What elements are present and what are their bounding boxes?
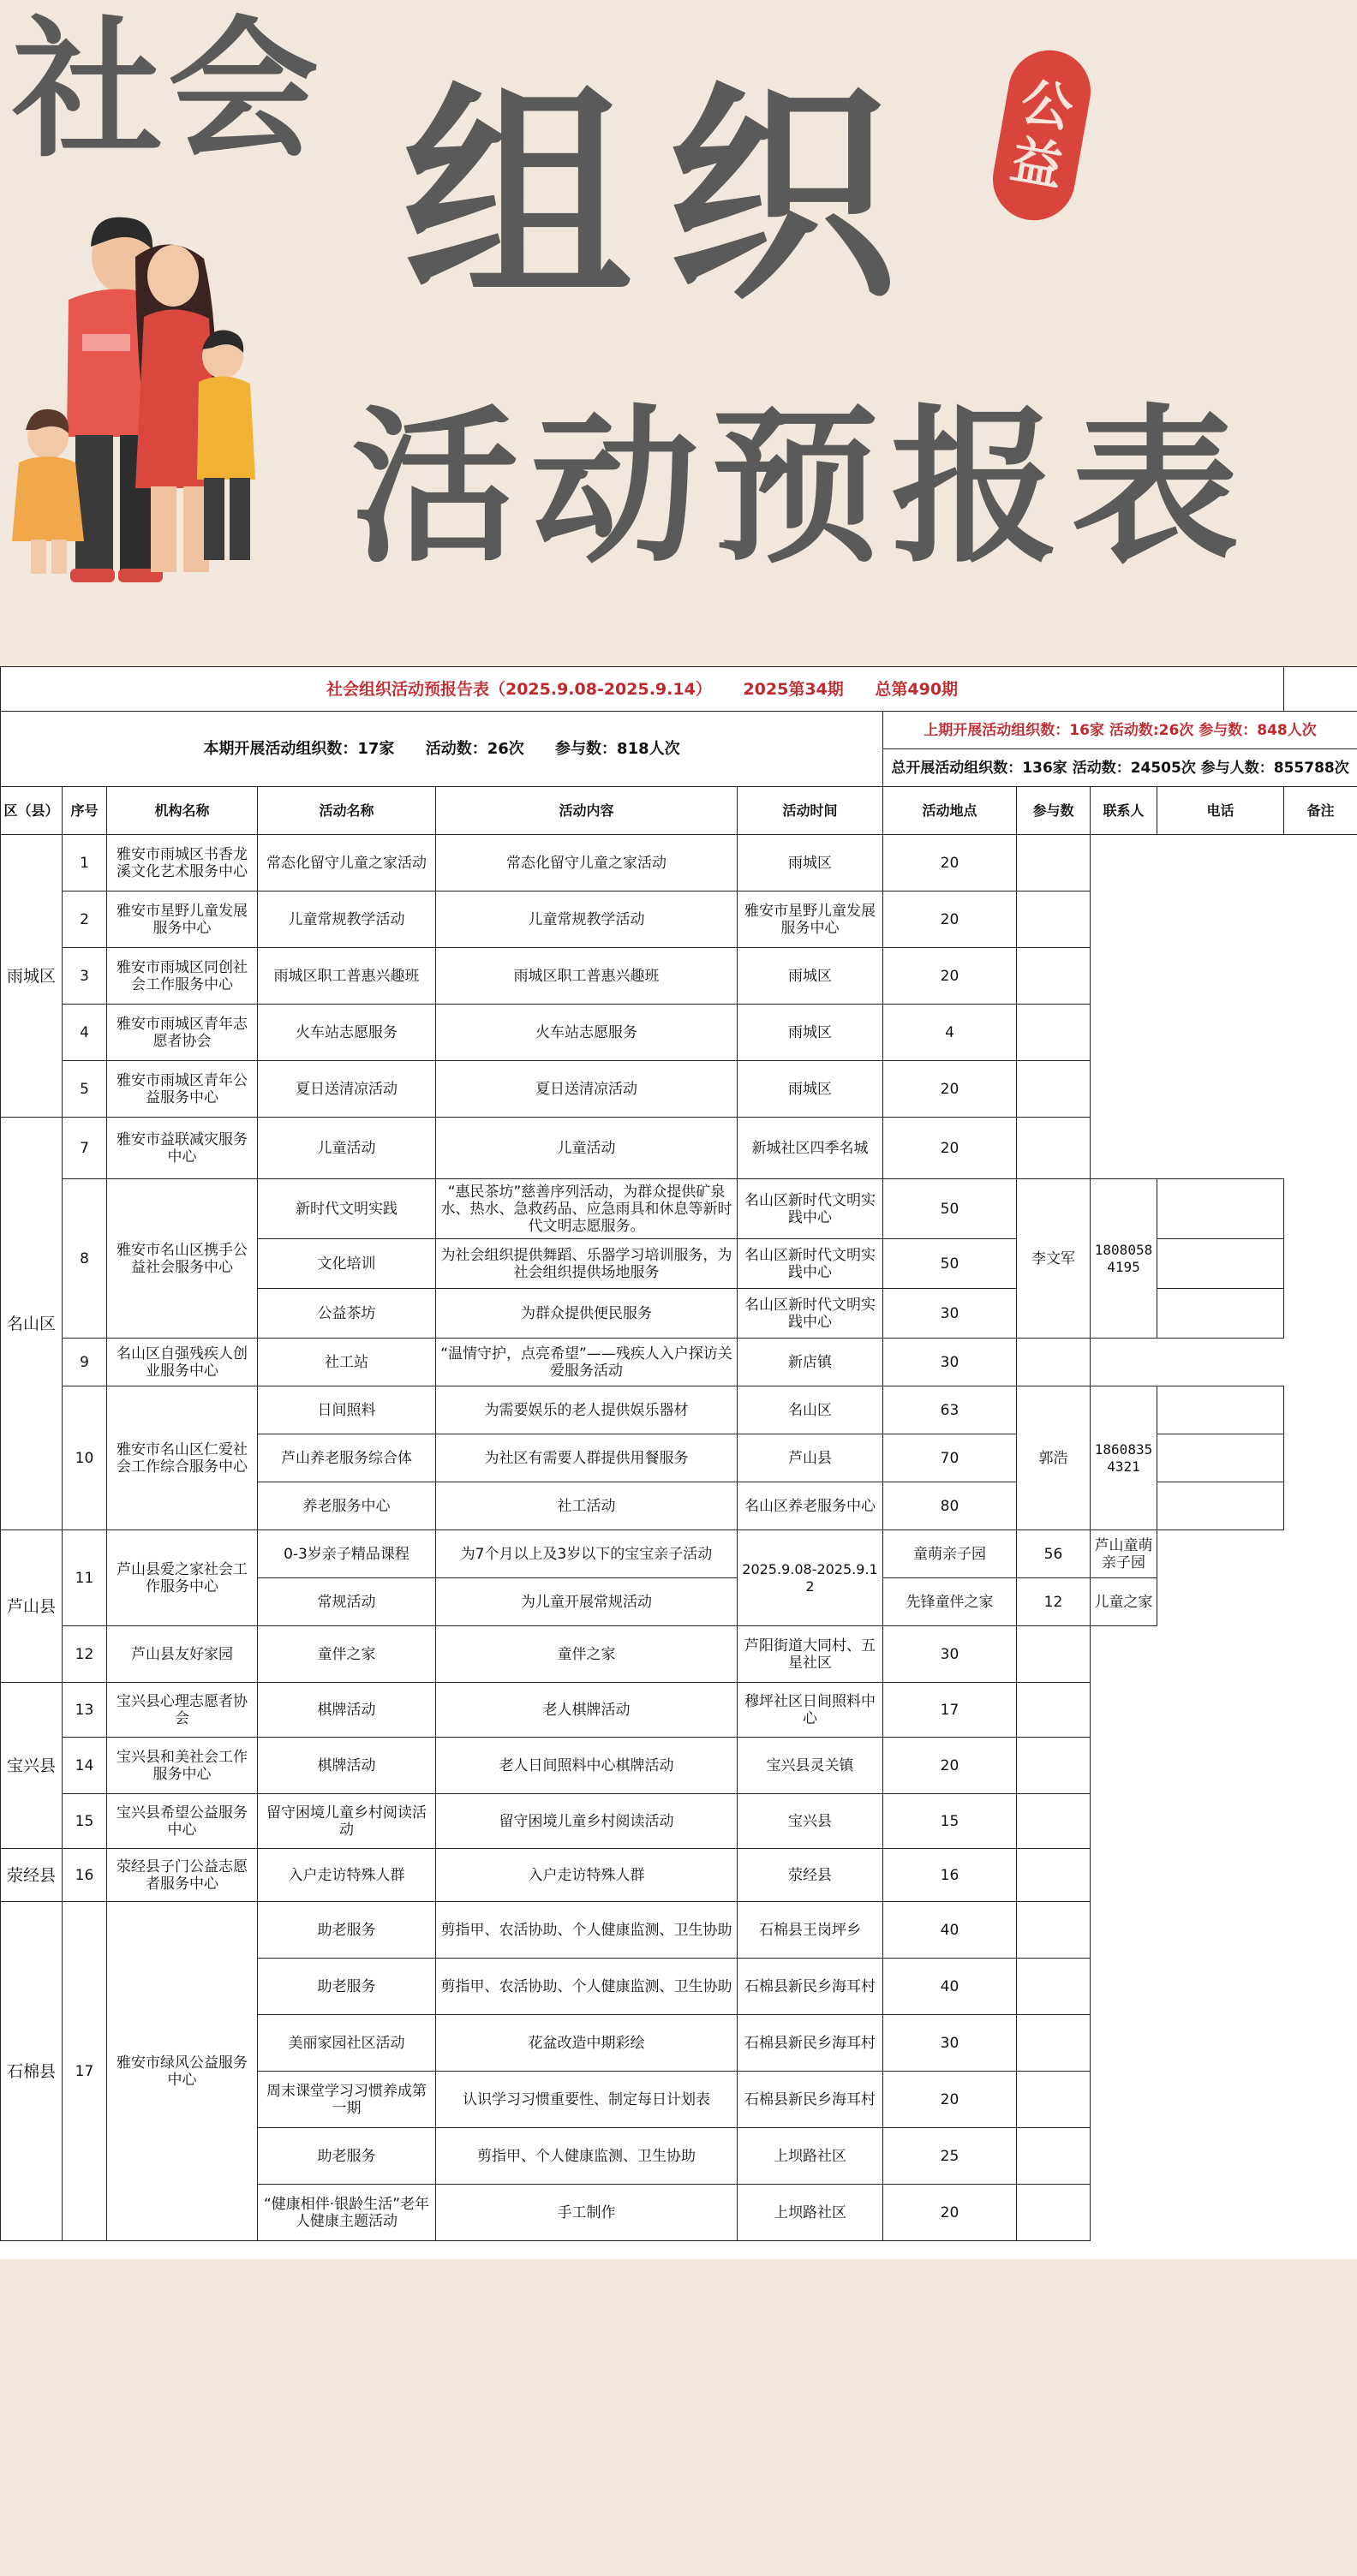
cell-content: 火车站志愿服务: [436, 1005, 738, 1061]
cell-district: 石棉县: [1, 1902, 63, 2241]
seal-char-2: 益: [1006, 129, 1067, 199]
cell-note: [1017, 1683, 1091, 1738]
cell-content: 为7个月以上及3岁以下的宝宝亲子活动: [436, 1530, 738, 1578]
col-note: 备注: [1284, 787, 1357, 835]
cell-name: 助老服务: [258, 1959, 436, 2015]
cell-place: 童萌亲子园: [883, 1530, 1017, 1578]
cell-org: 宝兴县和美社会工作服务中心: [107, 1738, 258, 1794]
report-total-issue: 总第490期: [875, 679, 959, 699]
hero-title-line2: 组织: [403, 63, 930, 331]
cell-name: 童伴之家: [258, 1626, 436, 1683]
cell-no: 17: [63, 1902, 107, 2241]
cell-no: 16: [63, 1849, 107, 1902]
table-row: [1, 1386, 1357, 1434]
cell-org: 雅安市雨城区青年公益服务中心: [107, 1061, 258, 1118]
cell-count: 30: [883, 1289, 1017, 1339]
hero-banner: [0, 0, 1357, 668]
current-period-summary: [1, 712, 883, 787]
cell-contact: 郭浩: [1017, 1386, 1091, 1530]
cell-name: 公益茶坊: [258, 1289, 436, 1339]
cell-place: 宝兴县: [738, 1794, 883, 1849]
title-empty-cell: [1284, 667, 1357, 712]
cell-note: [1017, 1339, 1091, 1386]
cell-place: 名山区养老服务中心: [738, 1482, 883, 1530]
cell-note: [1017, 1849, 1091, 1902]
col-no: 序号: [63, 787, 107, 835]
cell-name: 周末课堂学习习惯养成第一期: [258, 2072, 436, 2128]
cell-place: 名山区新时代文明实践中心: [738, 1179, 883, 1239]
table-row: [1, 1849, 1357, 1902]
table-row: [1, 1683, 1357, 1738]
cell-note: 儿童之家: [1091, 1578, 1157, 1626]
table-row: [1, 1902, 1357, 1959]
cell-count: 4: [883, 1005, 1017, 1061]
cell-content: “温情守护，点亮希望”——残疾人入户探访关爱服务活动: [436, 1339, 738, 1386]
cell-org: 雅安市雨城区书香龙溪文化艺术服务中心: [107, 835, 258, 891]
cell-place: 先锋童伴之家: [883, 1578, 1017, 1626]
current-activities: 活动数：26次: [425, 739, 524, 758]
charity-seal: [986, 44, 1097, 227]
cell-note: [1017, 1738, 1091, 1794]
col-org: 机构名称: [107, 787, 258, 835]
cell-name: 社工站: [258, 1339, 436, 1386]
cell-name: 火车站志愿服务: [258, 1005, 436, 1061]
cell-name: 0-3岁亲子精品课程: [258, 1530, 436, 1578]
cell-no: 2: [63, 891, 107, 948]
report-title-row: [1, 667, 1357, 712]
cell-district: 雨城区: [1, 835, 63, 1118]
cell-phone: 18080584195: [1091, 1179, 1157, 1339]
cell-no: 13: [63, 1683, 107, 1738]
summary-row-1: [1, 712, 1357, 749]
cell-name: 儿童活动: [258, 1118, 436, 1179]
table-row: [1, 948, 1357, 1005]
table-row: [1, 835, 1357, 891]
cell-content: 为社会组织提供舞蹈、乐器学习培训服务，为社会组织提供场地服务: [436, 1239, 738, 1289]
cell-org: 雅安市益联减灾服务中心: [107, 1118, 258, 1179]
cell-note: [1017, 2072, 1091, 2128]
cell-count: 50: [883, 1239, 1017, 1289]
cell-count: 30: [883, 2015, 1017, 2072]
cell-place: 雨城区: [738, 1005, 883, 1061]
cell-name: 文化培训: [258, 1239, 436, 1289]
cell-no: 9: [63, 1339, 107, 1386]
hero-title-line1: 社会: [12, 3, 325, 178]
cell-district: 宝兴县: [1, 1683, 63, 1849]
cell-name: “健康相伴·银龄生活”老年人健康主题活动: [258, 2185, 436, 2241]
seal-char-1: 公: [1016, 71, 1078, 140]
table-row: [1, 1179, 1357, 1239]
cell-note: [1017, 1902, 1091, 1959]
cell-phone: 18608354321: [1091, 1386, 1157, 1530]
cell-note: [1017, 2185, 1091, 2241]
table-row: [1, 1339, 1357, 1386]
col-count: 参与数: [1017, 787, 1091, 835]
cell-count: 20: [883, 1738, 1017, 1794]
cell-place: 雅安市星野儿童发展服务中心: [738, 891, 883, 948]
col-activity-name: 活动名称: [258, 787, 436, 835]
cell-place: 穆坪社区日间照料中心: [738, 1683, 883, 1738]
cell-count: 50: [883, 1179, 1017, 1239]
cell-content: 认识学习习惯重要性、制定每日计划表: [436, 2072, 738, 2128]
cell-content: 剪指甲、农活协助、个人健康监测、卫生协助: [436, 1902, 738, 1959]
cell-name: 雨城区职工普惠兴趣班: [258, 948, 436, 1005]
cell-note: [1157, 1434, 1284, 1482]
cell-district: 芦山县: [1, 1530, 63, 1683]
cell-note: [1017, 1794, 1091, 1849]
cell-place: 宝兴县灵关镇: [738, 1738, 883, 1794]
cell-org: 芦山县友好家园: [107, 1626, 258, 1683]
cell-count: 20: [883, 2072, 1017, 2128]
cell-count: 30: [883, 1626, 1017, 1683]
cell-content: “惠民茶坊”慈善序列活动，为群众提供矿泉水、热水、急救药品、应急雨具和休息等新时代文明志愿服务。: [436, 1179, 738, 1239]
cell-content: 留守困境儿童乡村阅读活动: [436, 1794, 738, 1849]
cell-name: 日间照料: [258, 1386, 436, 1434]
col-district: 区（县）: [1, 787, 63, 835]
cell-place: 上坝路社区: [738, 2128, 883, 2185]
cell-content: 剪指甲、农活协助、个人健康监测、卫生协助: [436, 1959, 738, 2015]
cell-no: 7: [63, 1118, 107, 1179]
cell-time: 2025.9.08-2025.9.12: [738, 1530, 883, 1626]
col-activity-place: 活动地点: [883, 787, 1017, 835]
last-period-summary: 上期开展活动组织数：16家 活动数:26次 参与数：848人次: [883, 712, 1357, 749]
cell-org: 芦山县爱之家社会工作服务中心: [107, 1530, 258, 1626]
cell-place: 荥经县: [738, 1849, 883, 1902]
table-row: [1, 1061, 1357, 1118]
cell-district: 名山区: [1, 1118, 63, 1530]
cell-name: 儿童常规教学活动: [258, 891, 436, 948]
cell-note: [1017, 1626, 1091, 1683]
table-row: [1, 891, 1357, 948]
cell-note: [1157, 1289, 1284, 1339]
cell-place: 新城社区四季名城: [738, 1118, 883, 1179]
cell-name: 养老服务中心: [258, 1482, 436, 1530]
cell-org: 名山区自强残疾人创业服务中心: [107, 1339, 258, 1386]
cell-count: 20: [883, 835, 1017, 891]
activity-table: [0, 666, 1357, 2241]
cell-note: [1017, 835, 1091, 891]
cell-name: 夏日送清凉活动: [258, 1061, 436, 1118]
cell-no: 5: [63, 1061, 107, 1118]
cell-count: 30: [883, 1339, 1017, 1386]
cell-content: 雨城区职工普惠兴趣班: [436, 948, 738, 1005]
cell-place: 石棉县王岗坪乡: [738, 1902, 883, 1959]
cell-org: 雅安市星野儿童发展服务中心: [107, 891, 258, 948]
cell-count: 40: [883, 1959, 1017, 2015]
cell-note: [1017, 1061, 1091, 1118]
cell-content: 常态化留守儿童之家活动: [436, 835, 738, 891]
cell-place: 石棉县新民乡海耳村: [738, 1959, 883, 2015]
cell-note: [1157, 1482, 1284, 1530]
cell-place: 石棉县新民乡海耳村: [738, 2015, 883, 2072]
cell-content: 为儿童开展常规活动: [436, 1578, 738, 1626]
report-issue: 2025第34期: [743, 679, 844, 699]
cell-count: 20: [883, 1061, 1017, 1118]
cell-name: 新时代文明实践: [258, 1179, 436, 1239]
cell-org: 宝兴县希望公益服务中心: [107, 1794, 258, 1849]
cell-content: 老人日间照料中心棋牌活动: [436, 1738, 738, 1794]
table-row: [1, 1738, 1357, 1794]
cell-place: 芦山县: [738, 1434, 883, 1482]
cell-note: [1017, 1118, 1091, 1179]
cell-content: 手工制作: [436, 2185, 738, 2241]
cell-place: 新店镇: [738, 1339, 883, 1386]
cell-content: 儿童常规教学活动: [436, 891, 738, 948]
column-header-row: [1, 787, 1357, 835]
cell-count: 25: [883, 2128, 1017, 2185]
total-summary: 总开展活动组织数：136家 活动数：24505次 参与人数：855788次: [883, 749, 1357, 787]
cell-place: 名山区新时代文明实践中心: [738, 1289, 883, 1339]
cell-count: 20: [883, 1118, 1017, 1179]
report-title-text: 社会组织活动预报告表（2025.9.08-2025.9.14）: [326, 679, 712, 699]
cell-name: 棋牌活动: [258, 1738, 436, 1794]
cell-place: 石棉县新民乡海耳村: [738, 2072, 883, 2128]
cell-content: 剪指甲、个人健康监测、卫生协助: [436, 2128, 738, 2185]
cell-org: 荥经县子门公益志愿者服务中心: [107, 1849, 258, 1902]
cell-note: [1017, 1005, 1091, 1061]
cell-content: 花盆改造中期彩绘: [436, 2015, 738, 2072]
cell-no: 15: [63, 1794, 107, 1849]
cell-count: 16: [883, 1849, 1017, 1902]
cell-place: 雨城区: [738, 948, 883, 1005]
cell-count: 56: [1017, 1530, 1091, 1578]
cell-content: 老人棋牌活动: [436, 1683, 738, 1738]
cell-note: [1017, 1959, 1091, 2015]
cell-count: 20: [883, 948, 1017, 1005]
cell-contact: 李文军: [1017, 1179, 1091, 1339]
cell-org: 雅安市名山区仁爱社会工作综合服务中心: [107, 1386, 258, 1530]
cell-place: 雨城区: [738, 835, 883, 891]
cell-no: 4: [63, 1005, 107, 1061]
cell-count: 20: [883, 2185, 1017, 2241]
table-row: [1, 1118, 1357, 1179]
cell-content: 入户走访特殊人群: [436, 1849, 738, 1902]
cell-count: 20: [883, 891, 1017, 948]
cell-no: 8: [63, 1179, 107, 1339]
cell-note: [1157, 1386, 1284, 1434]
cell-name: 常态化留守儿童之家活动: [258, 835, 436, 891]
cell-content: 为社区有需要人群提供用餐服务: [436, 1434, 738, 1482]
cell-content: 儿童活动: [436, 1118, 738, 1179]
cell-count: 70: [883, 1434, 1017, 1482]
col-activity-content: 活动内容: [436, 787, 738, 835]
cell-place: 上坝路社区: [738, 2185, 883, 2241]
cell-content: 社工活动: [436, 1482, 738, 1530]
hero-title-line3: 活动预报表: [351, 391, 1252, 586]
cell-count: 15: [883, 1794, 1017, 1849]
cell-note: [1157, 1239, 1284, 1289]
cell-note: [1017, 2128, 1091, 2185]
cell-count: 12: [1017, 1578, 1091, 1626]
col-phone: 电话: [1157, 787, 1284, 835]
cell-place: 雨城区: [738, 1061, 883, 1118]
cell-place: 名山区新时代文明实践中心: [738, 1239, 883, 1289]
cell-no: 11: [63, 1530, 107, 1626]
col-activity-time: 活动时间: [738, 787, 883, 835]
cell-district: 荥经县: [1, 1849, 63, 1902]
table-row: [1, 1794, 1357, 1849]
cell-name: 美丽家园社区活动: [258, 2015, 436, 2072]
cell-count: 40: [883, 1902, 1017, 1959]
cell-no: 12: [63, 1626, 107, 1683]
cell-no: 14: [63, 1738, 107, 1794]
family-illustration: [7, 206, 290, 591]
cell-content: 为需要娱乐的老人提供娱乐器材: [436, 1386, 738, 1434]
cell-org: 宝兴县心理志愿者协会: [107, 1683, 258, 1738]
col-contact: 联系人: [1091, 787, 1157, 835]
current-participants: 参与数：818人次: [555, 739, 680, 758]
cell-note: [1157, 1179, 1284, 1239]
cell-no: 1: [63, 835, 107, 891]
cell-count: 17: [883, 1683, 1017, 1738]
table-row: [1, 1005, 1357, 1061]
cell-name: 助老服务: [258, 2128, 436, 2185]
cell-name: 留守困境儿童乡村阅读活动: [258, 1794, 436, 1849]
cell-name: 芦山养老服务综合体: [258, 1434, 436, 1482]
cell-name: 助老服务: [258, 1902, 436, 1959]
cell-count: 63: [883, 1386, 1017, 1434]
report-title: [1, 667, 1284, 712]
cell-name: 常规活动: [258, 1578, 436, 1626]
cell-place: 名山区: [738, 1386, 883, 1434]
current-orgs: 本期开展活动组织数：17家: [203, 739, 395, 758]
cell-org: 雅安市雨城区青年志愿者协会: [107, 1005, 258, 1061]
cell-count: 80: [883, 1482, 1017, 1530]
cell-org: 雅安市名山区携手公益社会服务中心: [107, 1179, 258, 1339]
cell-content: 夏日送清凉活动: [436, 1061, 738, 1118]
cell-note: [1017, 891, 1091, 948]
cell-name: 棋牌活动: [258, 1683, 436, 1738]
cell-org: 雅安市雨城区同创社会工作服务中心: [107, 948, 258, 1005]
cell-name: 入户走访特殊人群: [258, 1849, 436, 1902]
cell-org: 雅安市绿风公益服务中心: [107, 1902, 258, 2241]
cell-note: [1017, 2015, 1091, 2072]
cell-no: 10: [63, 1386, 107, 1530]
table-row: [1, 1626, 1357, 1683]
cell-content: 童伴之家: [436, 1626, 738, 1683]
table-row: [1, 1530, 1357, 1578]
cell-content: 为群众提供便民服务: [436, 1289, 738, 1339]
cell-note: [1017, 948, 1091, 1005]
cell-no: 3: [63, 948, 107, 1005]
cell-note: 芦山童萌亲子园: [1091, 1530, 1157, 1578]
cell-place: 芦阳街道大同村、五星社区: [738, 1626, 883, 1683]
